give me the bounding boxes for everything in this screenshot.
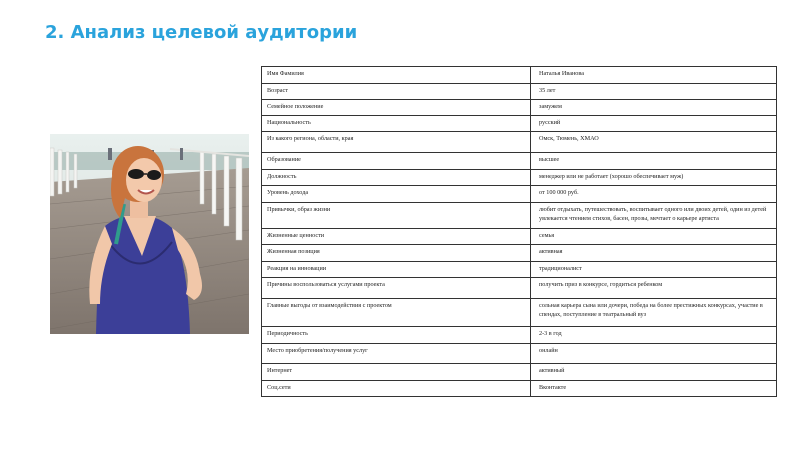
- table-row: [262, 364, 777, 381]
- row-label: Из какого региона, области, края: [262, 132, 531, 153]
- table-row: [262, 381, 777, 397]
- audience-photo: [50, 134, 249, 334]
- row-value: активная: [531, 245, 777, 262]
- row-label: Имя Фамилия: [262, 67, 531, 84]
- table-row: [262, 153, 777, 170]
- row-value: семья: [531, 229, 777, 245]
- table-row: [262, 327, 777, 344]
- row-label: Уровень дохода: [262, 186, 531, 203]
- table-row: [262, 67, 777, 84]
- row-label: Реакция на инновации: [262, 262, 531, 278]
- table-row: [262, 344, 777, 364]
- row-value: онлайн: [531, 344, 777, 364]
- row-label: Возраст: [262, 84, 531, 100]
- row-value: 2-3 в год: [531, 327, 777, 344]
- table-row: [262, 170, 777, 186]
- row-value: Вконтакте: [531, 381, 777, 397]
- table-row: [262, 262, 777, 278]
- row-value: получить приз в конкурсе, гордиться ребенком: [531, 278, 777, 299]
- row-label: Интернет: [262, 364, 531, 381]
- row-value: замужем: [531, 100, 777, 116]
- row-label: Жизненная позиция: [262, 245, 531, 262]
- row-label: Место приобретения/получения услуг: [262, 344, 531, 364]
- row-value: сольная карьера сына или дочери, победа на более престижных конкурсах, участие в спендах, поступление в театральный вуз: [531, 299, 777, 327]
- row-value: высшее: [531, 153, 777, 170]
- table-row: [262, 132, 777, 153]
- row-label: Национальность: [262, 116, 531, 132]
- row-value: Омск, Тюмень, ХМАО: [531, 132, 777, 153]
- row-label: Периодичность: [262, 327, 531, 344]
- row-label: Образование: [262, 153, 531, 170]
- table-row: [262, 245, 777, 262]
- table-row: [262, 100, 777, 116]
- row-label: Жизненные ценности: [262, 229, 531, 245]
- row-label: Привычки, образ жизни: [262, 203, 531, 229]
- row-value: активный: [531, 364, 777, 381]
- audience-profile-table: [261, 66, 777, 397]
- row-value: от 100 000 руб.: [531, 186, 777, 203]
- row-value: менеджер или не работает (хорошо обеспечивает муж): [531, 170, 777, 186]
- row-value: русский: [531, 116, 777, 132]
- row-label: Соц.сети: [262, 381, 531, 397]
- row-label: Причины воспользоваться услугами проекта: [262, 278, 531, 299]
- row-value: любит отдыхать, путешествовать, воспитывает одного или двоих детей, один из детей увлекается чтением стихов, басен, прозы, мечтает о карьере артиста: [531, 203, 777, 229]
- row-label: Должность: [262, 170, 531, 186]
- slide-title: 2. Анализ целевой аудитории: [45, 22, 358, 43]
- row-label: Семейное положение: [262, 100, 531, 116]
- table-row: [262, 278, 777, 299]
- row-value: традиционалист: [531, 262, 777, 278]
- row-label: Главные выгоды от взаимодействия с проектом: [262, 299, 531, 327]
- table-row: [262, 229, 777, 245]
- table-row: [262, 84, 777, 100]
- table-row: [262, 186, 777, 203]
- row-value: Наталья Иванова: [531, 67, 777, 84]
- table-row: [262, 116, 777, 132]
- table-row: [262, 203, 777, 229]
- row-value: 35 лет: [531, 84, 777, 100]
- table-row: [262, 299, 777, 327]
